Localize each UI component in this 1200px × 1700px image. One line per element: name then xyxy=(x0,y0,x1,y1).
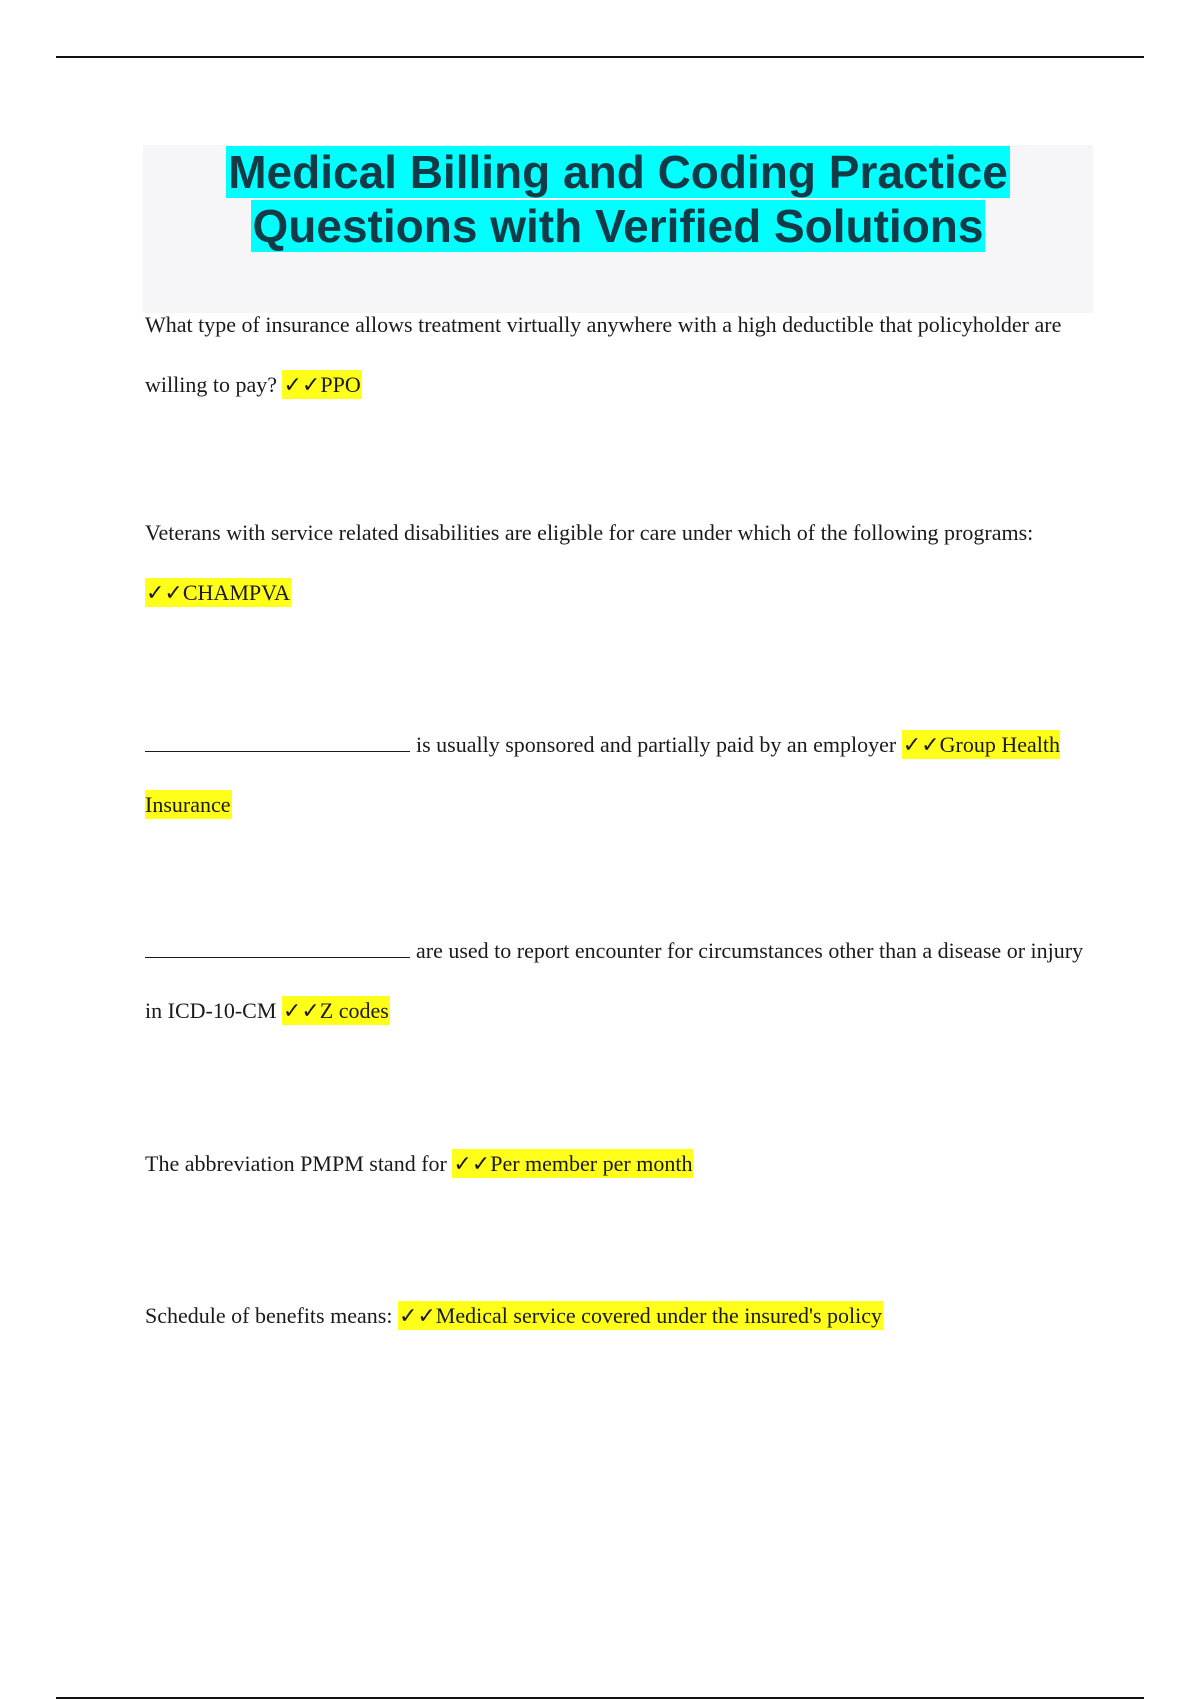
bottom-rule xyxy=(56,1697,1144,1699)
title-line-2: Questions with Verified Solutions xyxy=(252,200,984,252)
answer-highlight: ✓✓Per member per month xyxy=(453,1151,693,1176)
answer-highlight: ✓✓CHAMPVA xyxy=(146,580,291,605)
fill-in-blank xyxy=(145,731,410,752)
question-4 xyxy=(145,921,1095,1041)
question-1 xyxy=(145,295,1095,415)
answer-highlight: ✓✓Medical service covered under the insured's policy xyxy=(398,1303,883,1328)
title-block xyxy=(143,145,1093,313)
question-text: are used to report encounter for circumstances other than a disease or injury in ICD-10-CM xyxy=(145,938,1084,1023)
question-text: What type of insurance allows treatment virtually anywhere with a high deductible that policyholder are willing to pay? xyxy=(145,312,1062,397)
question-text: Schedule of benefits means: xyxy=(145,1303,393,1328)
question-3 xyxy=(145,715,1095,835)
question-5 xyxy=(145,1134,1095,1194)
question-text: is usually sponsored and partially paid by an employer xyxy=(416,732,897,757)
question-text: Veterans with service related disabilities are eligible for care under which of the following programs: xyxy=(145,520,1034,545)
top-rule xyxy=(56,56,1144,58)
title-line-1: Medical Billing and Coding Practice xyxy=(228,146,1008,198)
question-6 xyxy=(145,1286,1095,1346)
answer-highlight: ✓✓Group Health Insurance xyxy=(145,732,1060,817)
question-2 xyxy=(145,503,1095,623)
answer-highlight: ✓✓PPO xyxy=(283,372,361,397)
answer-highlight: ✓✓Z codes xyxy=(282,998,389,1023)
fill-in-blank xyxy=(145,937,410,958)
question-text: The abbreviation PMPM stand for xyxy=(145,1151,447,1176)
